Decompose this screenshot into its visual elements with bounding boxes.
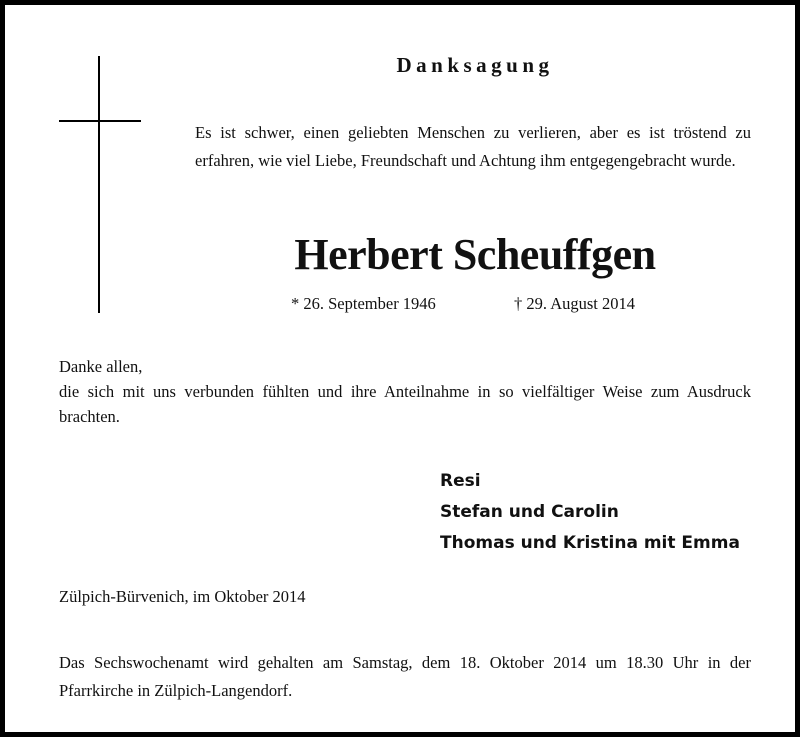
signer: Stefan und Carolin bbox=[440, 502, 619, 522]
cross-icon-vertical bbox=[98, 56, 100, 313]
birth-date: * 26. September 1946 bbox=[291, 294, 436, 313]
signer: Resi bbox=[440, 471, 481, 491]
deceased-name: Herbert Scheuffgen bbox=[294, 230, 656, 279]
cross-icon-horizontal bbox=[59, 120, 141, 122]
death-date: † 29. August 2014 bbox=[514, 294, 636, 313]
signer: Thomas und Kristina mit Emma bbox=[440, 533, 740, 553]
place-date: Zülpich-Bürvenich, im Oktober 2014 bbox=[59, 587, 306, 606]
thanks-line: Danke allen, bbox=[59, 357, 143, 376]
thanks-line: die sich mit uns verbunden fühlten und ihre Anteilnahme in so vielfältiger Weise zum Ausdruck brachten. bbox=[59, 382, 751, 426]
thanks-text bbox=[59, 354, 751, 429]
signers-list bbox=[440, 466, 740, 559]
notice-heading: Danksagung bbox=[396, 53, 554, 77]
service-announcement: Das Sechswochenamt wird gehalten am Samstag, dem 18. Oktober 2014 um 18.30 Uhr in der Pfarrkirche in Zülpich-Langendorf. bbox=[59, 653, 751, 700]
intro-text: Es ist schwer, einen geliebten Menschen zu verlieren, aber es ist tröstend zu erfahren, wie viel Liebe, Freundschaft und Achtung ihm entgegengebracht wurde. bbox=[195, 123, 751, 170]
